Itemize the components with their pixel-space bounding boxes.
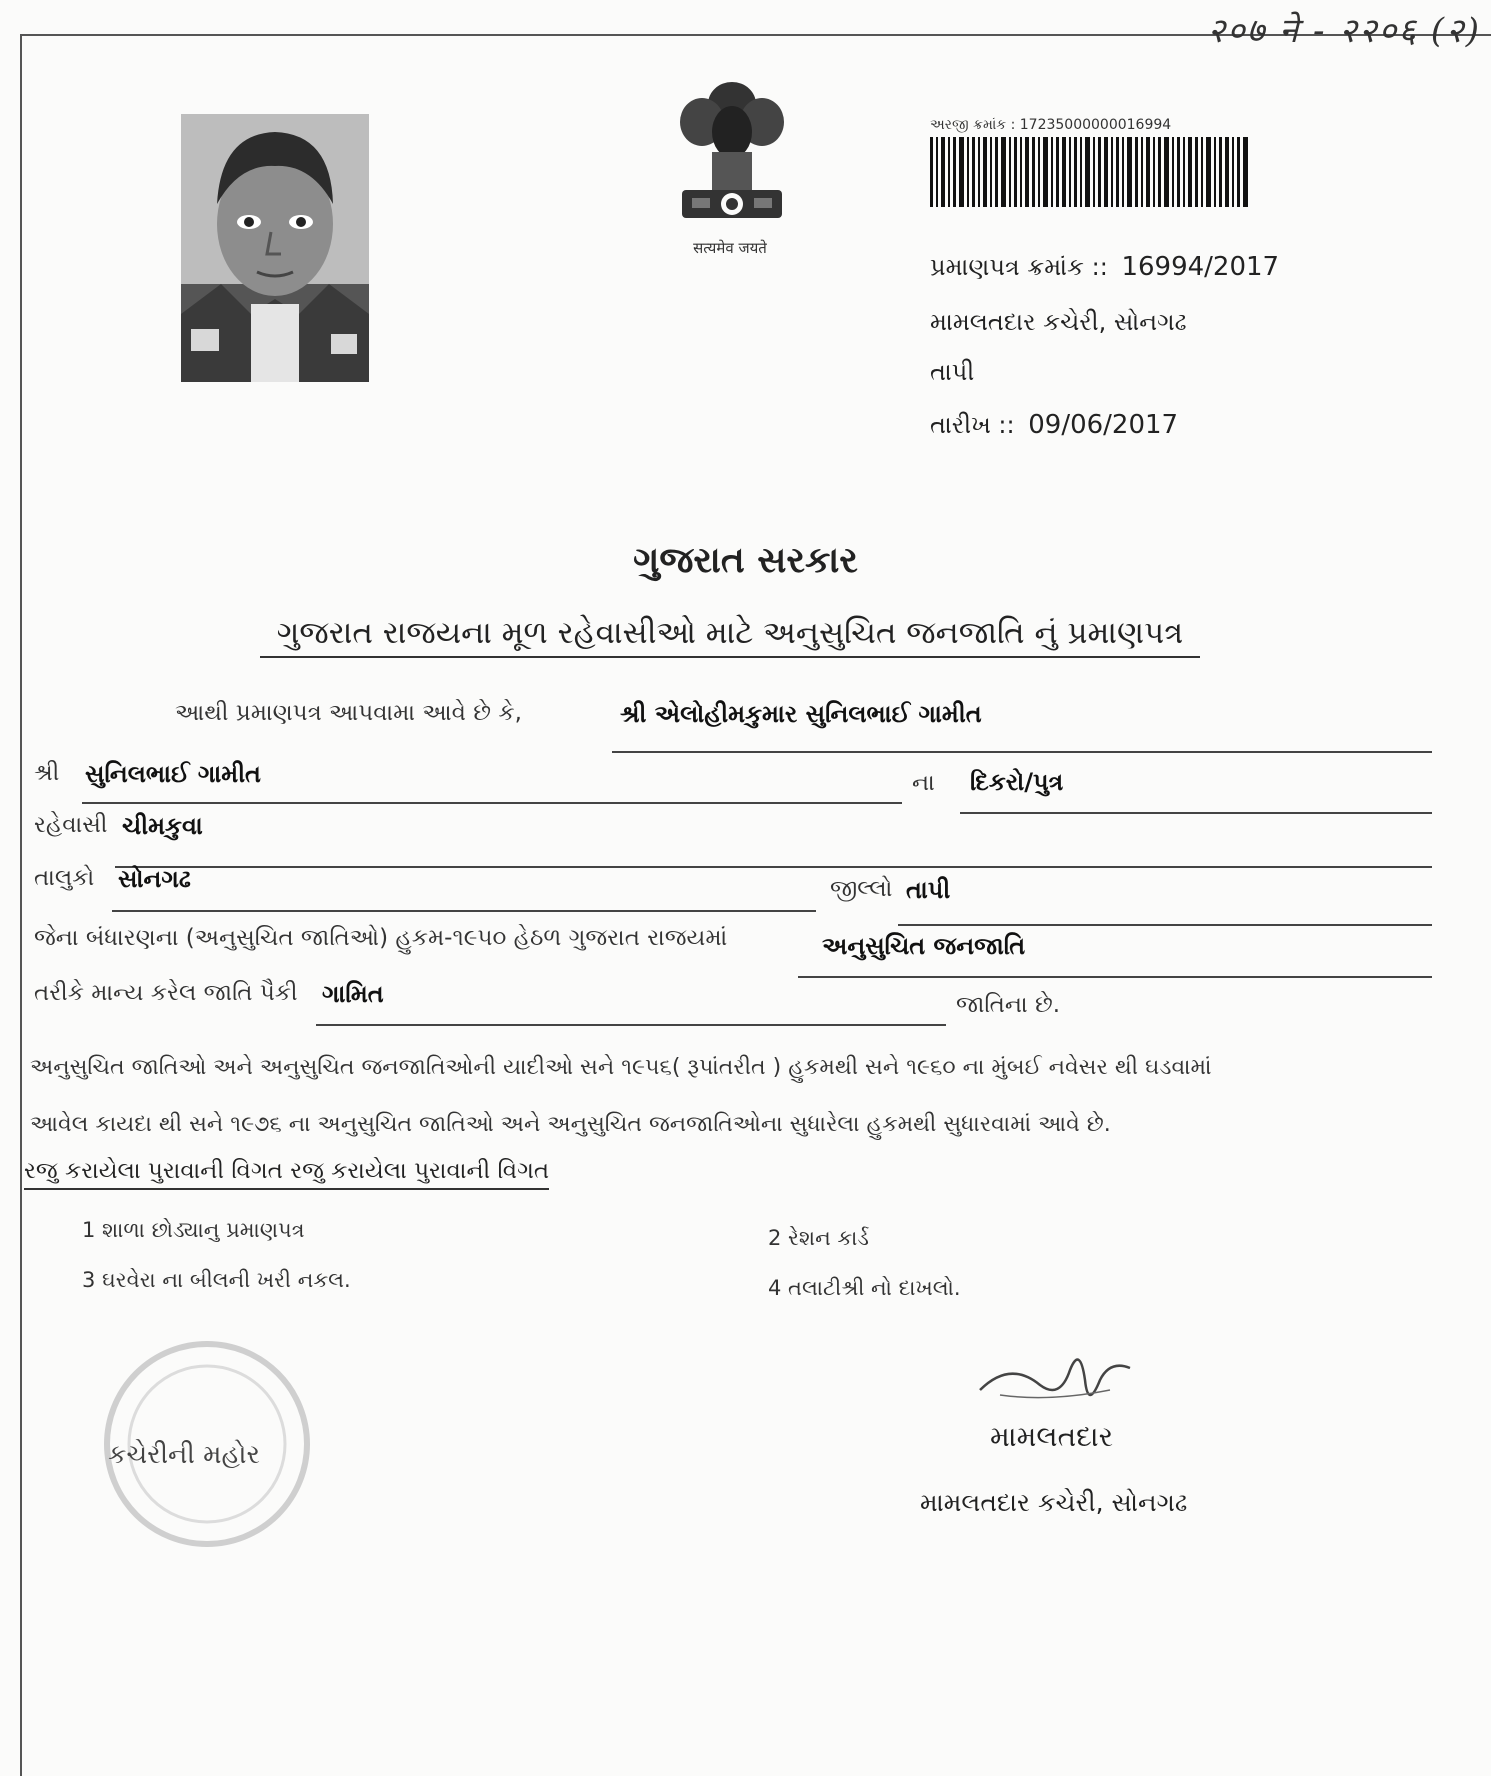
taluka-value: સોનગઢ	[118, 865, 191, 893]
application-label: અરજી ક્રમાંક :	[930, 117, 1016, 133]
issue-date-row	[930, 410, 1178, 440]
application-number	[930, 117, 1171, 133]
office-seal-text: કચેરીની મહોર	[108, 1440, 260, 1470]
category-value: અનુસુચિત જનજાતિ	[822, 932, 1026, 960]
father-name-underline	[82, 802, 902, 804]
legal-paragraph-line-1: અનુસુચિત જાતિઓ અને અનુસુચિત જનજાતિઓની યાદીઓ સને ૧૯૫૬( રૂપાંતરીત ) હુકમથી સને ૧૯૬૦ ના મુંબઈ નવેસર થી ઘડવામાં	[30, 1055, 1212, 1080]
intro-label: આથી પ્રમાણપત્ર આપવામા આવે છે કે,	[175, 700, 522, 726]
caste-label: તરીકે માન્ય કરેલ જાતિ પૈકી	[34, 980, 298, 1006]
certificate-number: 16994/2017	[1121, 252, 1280, 282]
category-underline	[798, 976, 1432, 978]
signatory-office: મામલતદાર કચેરી, સોનગઢ	[920, 1488, 1188, 1517]
application-value: 17235000000016994	[1019, 117, 1172, 133]
relation-underline	[960, 812, 1432, 814]
page-border-left	[20, 34, 22, 1776]
barcode-icon	[930, 137, 1250, 207]
government-heading: ગુજરાત સરકાર	[633, 540, 858, 581]
applicant-name-underline	[612, 751, 1432, 753]
issuing-office: મામલતદાર કચેરી, સોનગઢ	[930, 308, 1187, 336]
certificate-number-label: પ્રમાણપત્ર ક્રમાંક ::	[930, 253, 1108, 281]
father-prefix: શ્રી	[34, 760, 60, 786]
handwritten-reference: २०७ ने - २२०६ (२)	[1207, 11, 1481, 51]
residence-value: ચીમકુવા	[122, 812, 203, 840]
taluka-underline	[112, 910, 816, 912]
evidence-item: 2 રેશન કાર્ડ	[768, 1226, 869, 1250]
residence-label: રહેવાસી	[34, 812, 108, 838]
applicant-photo	[181, 114, 369, 382]
evidence-item: 1 શાળા છોડ્યાનુ પ્રમાણપત્ર	[82, 1218, 305, 1242]
evidence-item: 3 ઘરવેરા ના બીલની ખરી નકલ.	[82, 1268, 351, 1292]
order-label: જેના બંધારણના (અનુસુચિત જાતિઓ) હુકમ-૧૯૫૦ હેઠળ ગુજરાત રાજયમાં	[34, 925, 728, 951]
relation-label: ના	[912, 770, 935, 796]
relation-value: દિકરો/પુત્ર	[970, 768, 1064, 796]
evidence-item: 4 તલાટીશ્રી નો દાખલો.	[768, 1276, 961, 1300]
taluka-label: તાલુકો	[34, 865, 95, 891]
issue-date: 09/06/2017	[1028, 410, 1179, 440]
father-name: સુનિલભાઈ ગામીત	[85, 760, 261, 788]
district-underline	[898, 924, 1432, 926]
caste-value: ગામિત	[322, 980, 384, 1008]
district-label: જીલ્લો	[830, 876, 893, 902]
evidence-heading: રજુ કરાયેલા પુરાવાની વિગત રજુ કરાયેલા પુરાવાની વિગત	[24, 1158, 549, 1190]
national-emblem-icon	[668, 72, 796, 232]
issuing-district: તાપી	[930, 358, 975, 386]
signature-icon	[970, 1340, 1140, 1420]
applicant-name: શ્રી એલોહીમકુમાર સુનિલભાઈ ગામીત	[620, 700, 982, 728]
signatory-title: મામલતદાર	[990, 1420, 1114, 1453]
certificate-number-row	[930, 252, 1279, 282]
district-value: તાપી	[906, 876, 951, 904]
emblem-motto: सत्यमेव जयते	[693, 239, 767, 257]
caste-tail: જાતિના છે.	[956, 992, 1061, 1018]
certificate-title: ગુજરાત રાજયના મૂળ રહેવાસીઓ માટે અનુસુચિત જનજાતિ નું પ્રમાણપત્ર	[260, 615, 1200, 658]
legal-paragraph-line-2: આવેલ કાયદા થી સને ૧૯૭૬ ના અનુસુચિત જાતિઓ અને અનુસુચિત જનજાતિઓના સુધારેલા હુકમથી સુધારવામાં આવે છે.	[30, 1112, 1111, 1137]
residence-underline	[115, 866, 1432, 868]
caste-underline	[316, 1024, 946, 1026]
issue-date-label: તારીખ ::	[930, 411, 1015, 439]
